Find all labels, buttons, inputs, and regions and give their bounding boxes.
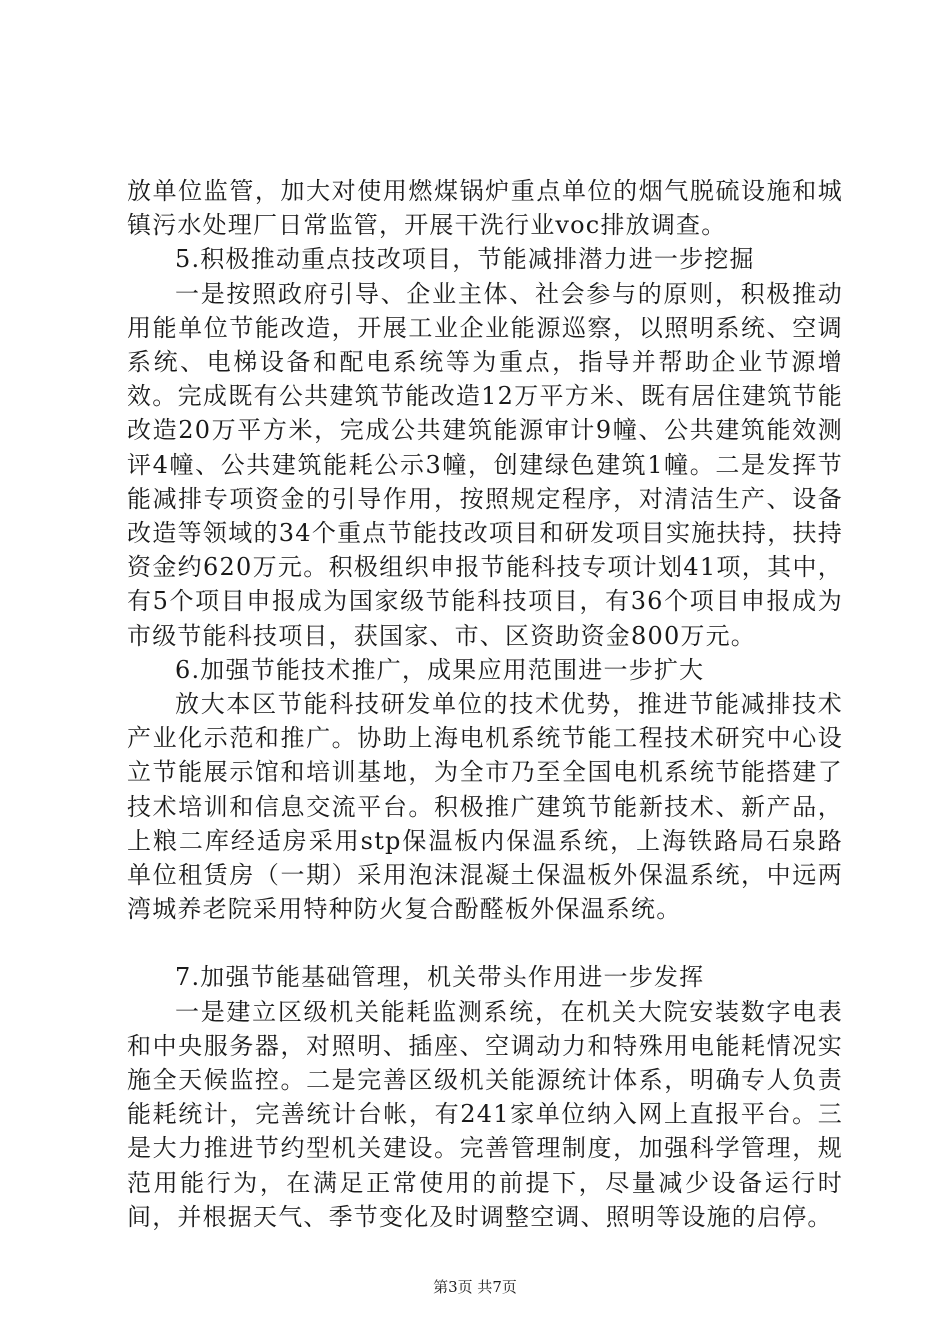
section-heading-6: 6.加强节能技术推广，成果应用范围进一步扩大 bbox=[175, 655, 705, 684]
section-heading-7: 7.加强节能基础管理，机关带头作用进一步发挥 bbox=[175, 963, 705, 992]
paragraph-section-7: 一是建立区级机关能耗监测系统，在机关大院安装数字电表和中央服务器，对照明、插座、空调动力和特殊用电能耗情况实施全天候监控。二是完善区级机关能源统计体系，明确专人负责能耗统计，完善统计台帐，有241家单位纳入网上直报平台。三是大力推进节约型机关建设。完善管理制度，加强科学管理，规范用能行为，在满足正常使用的前提下，尽量减少设备运行时间，并根据天气、季节变化及时调整空调、照明等设施的启停。 bbox=[127, 997, 843, 1231]
document-body bbox=[127, 174, 843, 1234]
paragraph-section-5: 一是按照政府引导、企业主体、社会参与的原则，积极推动用能单位节能改造，开展工业企业能源巡察，以照明系统、空调系统、电梯设备和配电系统等为重点，指导并帮助企业节源增效。完成既有公共建筑节能改造12万平方米、既有居住建筑节能改造20万平方米，完成公共建筑能源审计9幢、公共建筑能效测评4幢、公共建筑能耗公示3幢，创建绿色建筑1幢。二是发挥节能减排专项资金的引导作用，按照规定程序，对清洁生产、设备改造等领域的34个重点节能技改项目和研发项目实施扶持，扶持资金约620万元。积极组织申报节能科技专项计划41项，其中，有5个项目申报成为国家级节能科技项目，有36个项目申报成为市级节能科技项目，获国家、市、区资助资金800万元。 bbox=[127, 279, 843, 650]
blank-line bbox=[127, 926, 843, 960]
section-heading-5: 5.积极推动重点技改项目，节能减排潜力进一步挖掘 bbox=[175, 245, 755, 274]
paragraph-continuation: 放单位监管，加大对使用燃煤锅炉重点单位的烟气脱硫设施和城镇污水处理厂日常监管，开展干洗行业voc排放调查。 bbox=[127, 177, 843, 240]
paragraph-section-6: 放大本区节能科技研发单位的技术优势，推进节能减排技术产业化示范和推广。协助上海电机系统节能工程技术研究中心设立节能展示馆和培训基地，为全市乃至全国电机系统节能搭建了技术培训和信息交流平台。积极推广建筑节能新技术、新产品，上粮二库经适房采用stp保温板内保温系统，上海铁路局石泉路单位租赁房（一期）采用泡沫混凝土保温板外保温系统，中远两湾城养老院采用特种防火复合酚醛板外保温系统。 bbox=[127, 690, 843, 924]
page-number-footer: 第3页 共7页 bbox=[433, 1278, 517, 1296]
